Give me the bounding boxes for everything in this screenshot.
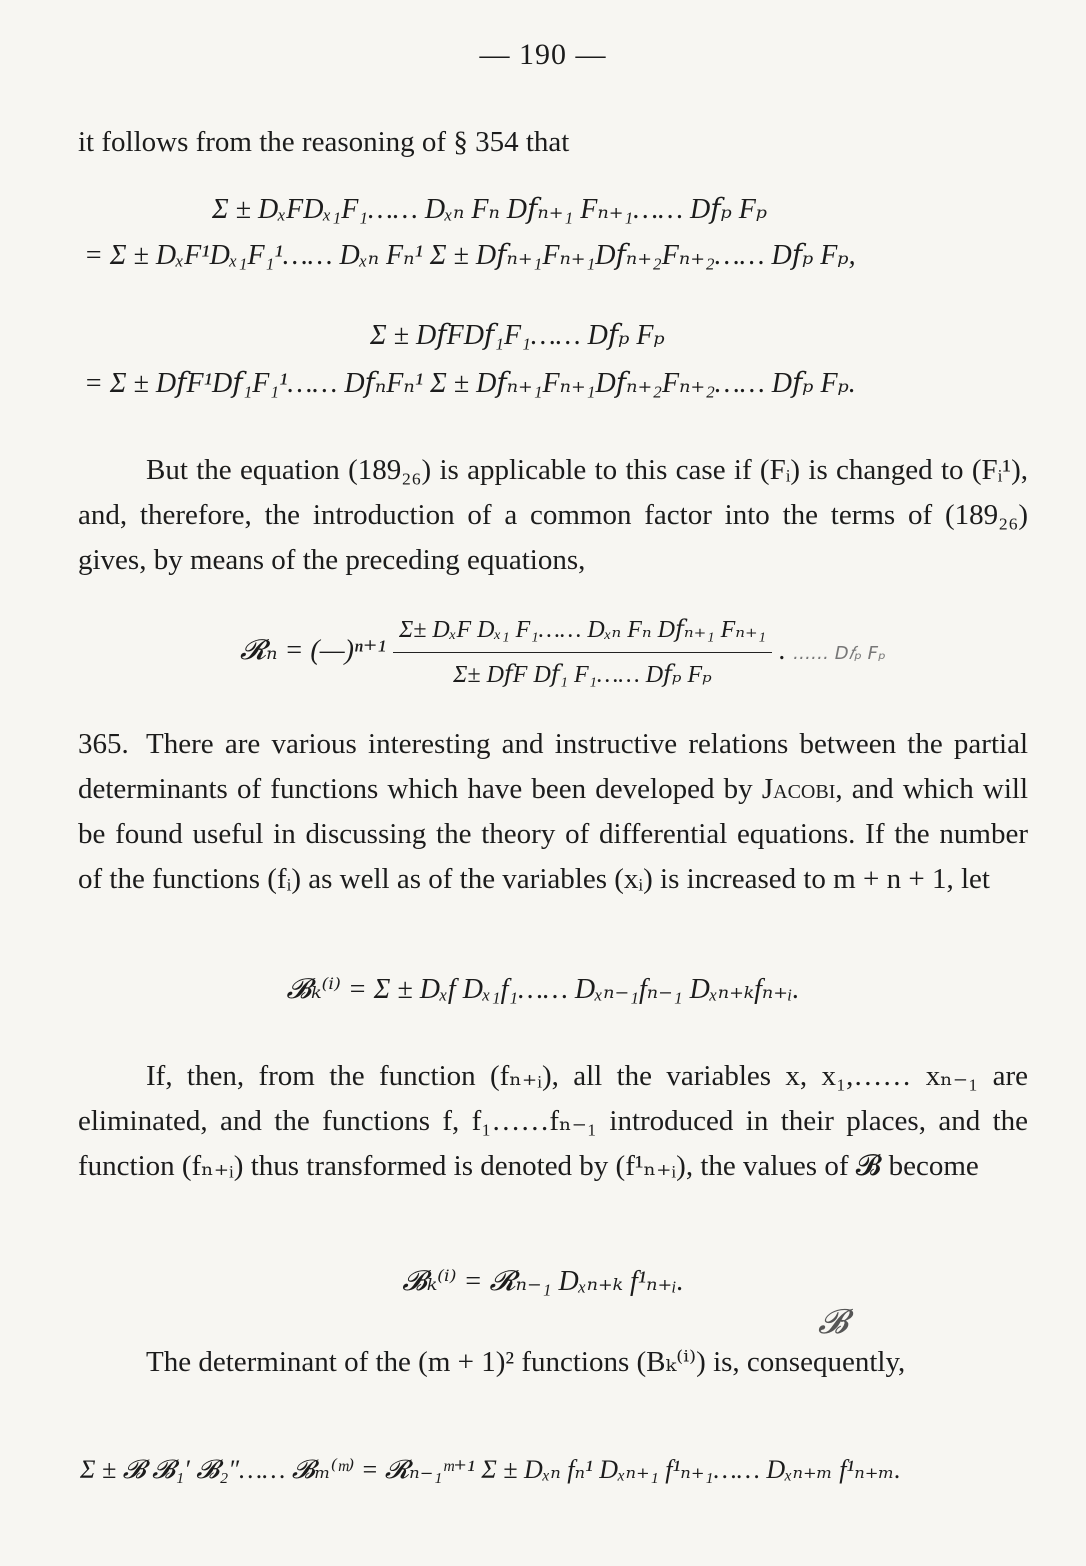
equation-3-tail: .: [778, 634, 786, 666]
equation-3: [240, 610, 886, 695]
equation-6: Σ ± 𝓑 𝓑₁′ 𝓑₂″…… 𝓑ₘ⁽ᵐ⁾ = 𝓡ₙ₋₁ᵐ⁺¹ Σ ± Dₓₙ fₙ¹ Dₓₙ₊₁ f¹ₙ₊₁…… Dₓₙ₊ₘ f¹ₙ₊ₘ.: [80, 1455, 901, 1484]
equation-3-pencil-note: …… D𝑓ₚ Fₚ: [792, 642, 886, 664]
equation-2-line-1: Σ ± D𝑓FD𝑓₁F₁…… D𝑓ₚ Fₚ: [370, 320, 665, 351]
paragraph-if: If, then, from the function (fₙ₊ᵢ), all the variables x, x₁,…… xₙ₋₁ are eliminated, and the functions f, f₁……fₙ₋₁ introduced in their places, and the function (fₙ₊ᵢ) thus transformed is denoted by (f¹ₙ₊ᵢ), the values of 𝓑 become: [78, 1060, 1028, 1182]
paragraph-but: But the equation (189₂₆) is applicable to this case if (Fᵢ) is changed to (Fᵢ¹), and, therefore, the introduction of a common factor into the terms of (189₂₆) gives, by means of the preceding equations,: [78, 454, 1028, 576]
paragraph-365-text-a: There are various interesting and instructive relations between the partial determinants of functions which have been developed by: [78, 728, 1028, 805]
margin-note: 𝓑: [818, 1302, 848, 1342]
section-number: 365.: [78, 728, 129, 760]
equation-2-line-2: = Σ ± D𝑓F¹D𝑓₁F₁¹…… D𝑓ₙFₙ¹ Σ ± D𝑓ₙ₊₁Fₙ₊₁D𝑓ₙ₊₂Fₙ₊₂…… D𝑓ₚ Fₚ.: [84, 368, 856, 399]
intro-line: it follows from the reasoning of § 354 that: [78, 126, 570, 158]
equation-3-numerator: Σ± DₓF Dₓ₁ F₁…… Dₓₙ Fₙ D𝑓ₙ₊₁ Fₙ₊₁: [393, 610, 772, 653]
equation-5: 𝓑ₖ⁽ⁱ⁾ = 𝓡ₙ₋₁ Dₓₙ₊ₖ f¹ₙ₊ᵢ.: [402, 1266, 684, 1297]
page-number: — 190 —: [479, 38, 607, 71]
paragraph-365-text-b: , and which will be found useful in discussing the theory of differential equations. If the number of the functions (fᵢ) as well as of the variables (xᵢ) is increased to m + n + 1, let: [78, 773, 1029, 895]
equation-3-denominator: Σ± D𝑓F D𝑓₁ F₁…… D𝑓ₚ Fₚ: [453, 662, 712, 688]
author-name: Jacobi: [761, 773, 836, 805]
equation-3-fraction: [393, 610, 772, 695]
equation-1-line-1: Σ ± DₓFDₓ₁F₁…… Dₓₙ Fₙ D𝑓ₙ₊₁ Fₙ₊₁…… D𝑓ₚ Fₚ: [212, 194, 768, 225]
paragraph-365: [78, 722, 1028, 902]
equation-4: 𝓑ₖ⁽ⁱ⁾ = Σ ± Dₓf Dₓ₁f₁…… Dₓₙ₋₁fₙ₋₁ Dₓₙ₊ₖfₙ₊ᵢ.: [286, 974, 800, 1005]
equation-3-lhs: 𝓡ₙ = (—)ⁿ⁺¹: [240, 634, 386, 666]
equation-1-line-2: = Σ ± DₓF¹Dₓ₁F₁¹…… Dₓₙ Fₙ¹ Σ ± D𝑓ₙ₊₁Fₙ₊₁D𝑓ₙ₊₂Fₙ₊₂…… D𝑓ₚ Fₚ,: [84, 240, 856, 271]
paragraph-determinant: The determinant of the (m + 1)² functions (Bₖ⁽ⁱ⁾) is, consequently,: [146, 1346, 906, 1378]
